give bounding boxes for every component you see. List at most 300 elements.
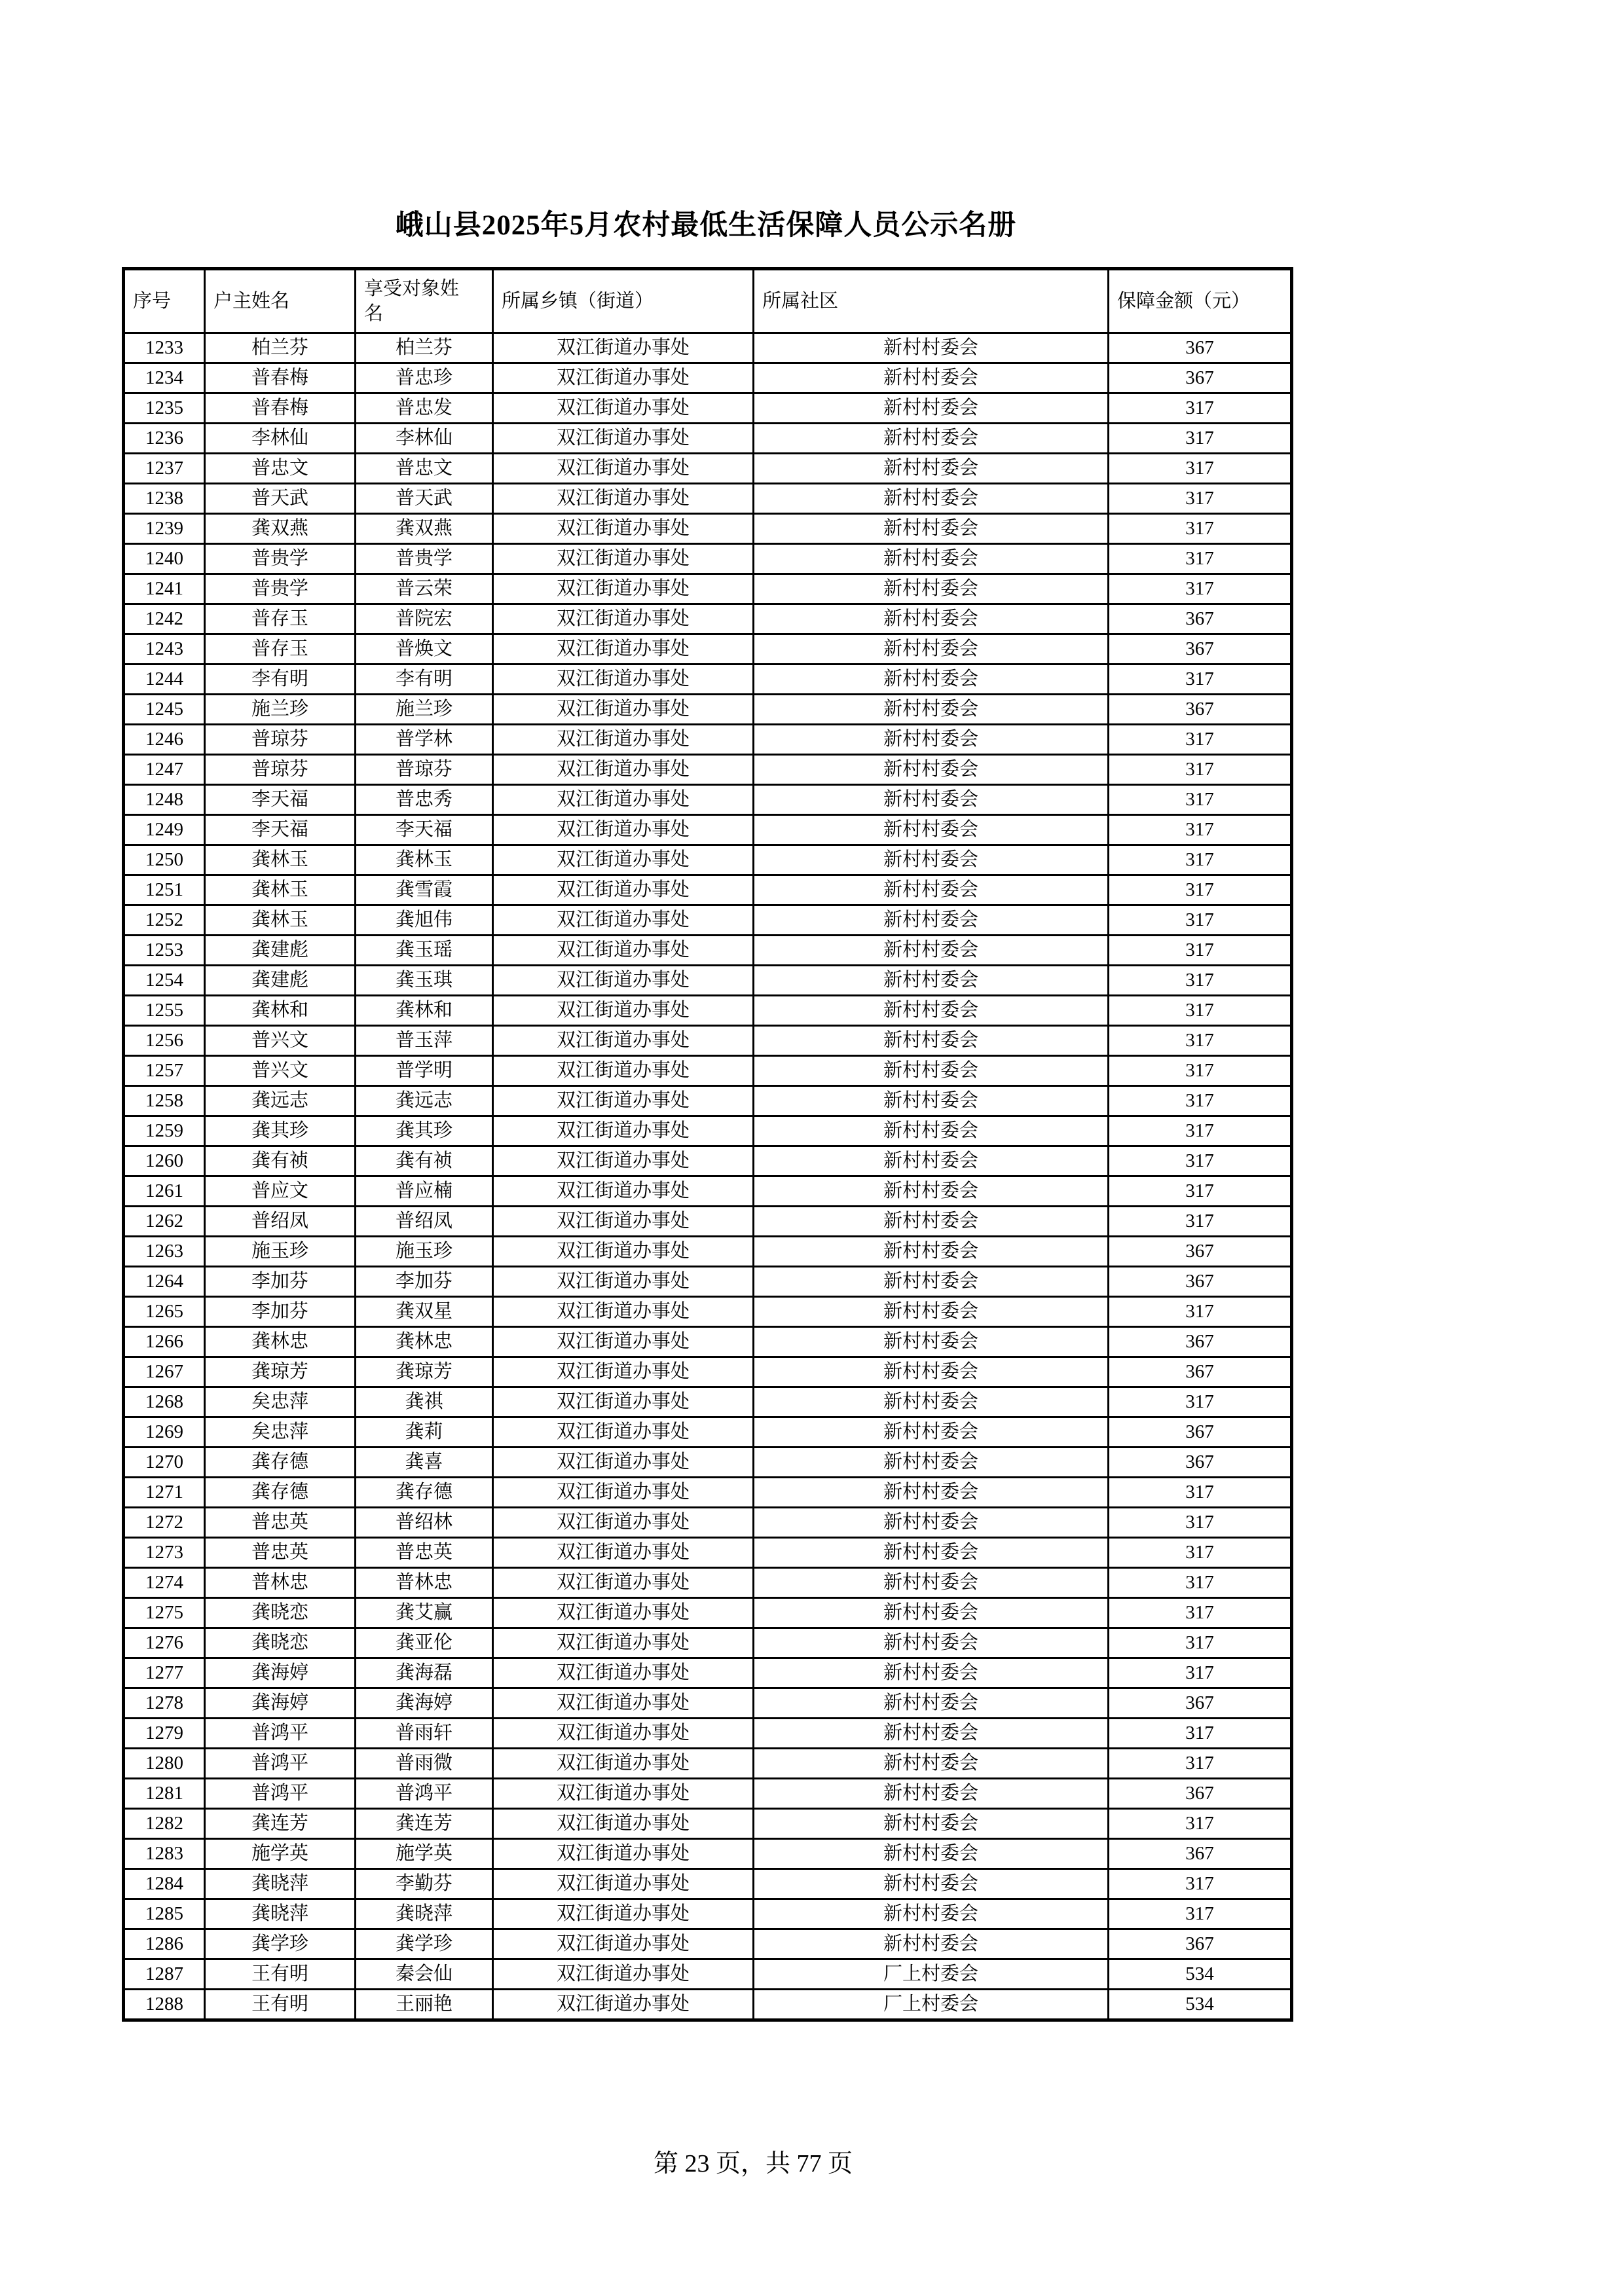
household-head-cell: 龚晓萍 (205, 1899, 356, 1929)
beneficiary-cell: 普雨轩 (356, 1719, 493, 1749)
table-row (124, 1387, 1292, 1417)
amount-cell: 317 (1109, 1538, 1292, 1568)
amount-cell: 317 (1109, 1478, 1292, 1508)
household-head-cell: 龚双燕 (205, 514, 356, 544)
amount-cell: 317 (1109, 725, 1292, 755)
seq-cell: 1286 (124, 1929, 205, 1959)
beneficiary-cell: 普院宏 (356, 604, 493, 634)
household-head-cell: 龚晓萍 (205, 1869, 356, 1899)
table-row (124, 1327, 1292, 1357)
seq-cell: 1240 (124, 544, 205, 574)
household-head-cell: 普应文 (205, 1176, 356, 1207)
township-cell: 双江街道办事处 (493, 936, 754, 966)
amount-cell: 317 (1109, 785, 1292, 815)
seq-cell: 1264 (124, 1267, 205, 1297)
amount-cell: 317 (1109, 454, 1292, 484)
community-cell: 新村村委会 (754, 1899, 1109, 1929)
beneficiary-cell: 龚双星 (356, 1297, 493, 1327)
table-row (124, 1990, 1292, 2020)
household-head-cell: 龚琼芳 (205, 1357, 356, 1387)
township-cell: 双江街道办事处 (493, 1688, 754, 1719)
township-cell: 双江街道办事处 (493, 1056, 754, 1086)
seq-cell: 1245 (124, 695, 205, 725)
community-cell: 新村村委会 (754, 725, 1109, 755)
household-head-cell: 李林仙 (205, 424, 356, 454)
household-head-cell: 普忠文 (205, 454, 356, 484)
amount-cell: 317 (1109, 1297, 1292, 1327)
seq-cell: 1271 (124, 1478, 205, 1508)
community-cell: 新村村委会 (754, 484, 1109, 514)
roster-table (122, 267, 1293, 2022)
township-cell: 双江街道办事处 (493, 905, 754, 936)
amount-cell: 317 (1109, 1387, 1292, 1417)
community-cell: 新村村委会 (754, 1207, 1109, 1237)
community-cell: 新村村委会 (754, 333, 1109, 363)
household-head-cell: 矣忠萍 (205, 1387, 356, 1417)
amount-cell: 367 (1109, 333, 1292, 363)
township-cell: 双江街道办事处 (493, 1026, 754, 1056)
community-cell: 新村村委会 (754, 634, 1109, 665)
table-row (124, 755, 1292, 785)
amount-cell: 367 (1109, 1237, 1292, 1267)
township-cell: 双江街道办事处 (493, 333, 754, 363)
amount-cell: 317 (1109, 905, 1292, 936)
community-cell: 新村村委会 (754, 1839, 1109, 1869)
township-cell: 双江街道办事处 (493, 634, 754, 665)
community-cell: 新村村委会 (754, 1297, 1109, 1327)
household-head-cell: 龚存德 (205, 1448, 356, 1478)
beneficiary-cell: 龚莉 (356, 1417, 493, 1448)
table-row (124, 484, 1292, 514)
township-cell: 双江街道办事处 (493, 1448, 754, 1478)
table-row (124, 996, 1292, 1026)
beneficiary-cell: 普忠秀 (356, 785, 493, 815)
seq-cell: 1253 (124, 936, 205, 966)
seq-cell: 1268 (124, 1387, 205, 1417)
beneficiary-cell: 普天武 (356, 484, 493, 514)
beneficiary-cell: 普焕文 (356, 634, 493, 665)
beneficiary-cell: 龚祺 (356, 1387, 493, 1417)
seq-cell: 1278 (124, 1688, 205, 1719)
beneficiary-cell: 龚远志 (356, 1086, 493, 1116)
table-row (124, 966, 1292, 996)
beneficiary-cell: 龚玉瑶 (356, 936, 493, 966)
table-row (124, 1448, 1292, 1478)
table-row (124, 574, 1292, 604)
beneficiary-cell: 李天福 (356, 815, 493, 845)
community-cell: 新村村委会 (754, 604, 1109, 634)
amount-cell: 317 (1109, 1207, 1292, 1237)
beneficiary-cell: 龚晓萍 (356, 1899, 493, 1929)
table-row (124, 1417, 1292, 1448)
township-cell: 双江街道办事处 (493, 1809, 754, 1839)
amount-cell: 367 (1109, 1688, 1292, 1719)
amount-cell: 367 (1109, 1327, 1292, 1357)
community-cell: 新村村委会 (754, 665, 1109, 695)
amount-cell: 317 (1109, 484, 1292, 514)
household-head-cell: 龚海婷 (205, 1688, 356, 1719)
seq-cell: 1267 (124, 1357, 205, 1387)
township-cell: 双江街道办事处 (493, 1417, 754, 1448)
beneficiary-cell: 龚双燕 (356, 514, 493, 544)
column-header-township (493, 269, 754, 333)
amount-cell: 317 (1109, 1658, 1292, 1688)
household-head-cell: 龚其珍 (205, 1116, 356, 1146)
beneficiary-cell: 普绍林 (356, 1508, 493, 1538)
household-head-cell: 普春梅 (205, 393, 356, 424)
community-cell: 厂上村委会 (754, 1990, 1109, 2020)
beneficiary-cell: 普鸿平 (356, 1779, 493, 1809)
seq-cell: 1258 (124, 1086, 205, 1116)
table-row (124, 1237, 1292, 1267)
community-cell: 新村村委会 (754, 1749, 1109, 1779)
amount-cell: 317 (1109, 1116, 1292, 1146)
household-head-cell: 龚晓恋 (205, 1598, 356, 1628)
seq-cell: 1276 (124, 1628, 205, 1658)
household-head-cell: 龚学珍 (205, 1929, 356, 1959)
beneficiary-cell: 龚林忠 (356, 1327, 493, 1357)
amount-cell: 317 (1109, 1869, 1292, 1899)
community-cell: 新村村委会 (754, 1719, 1109, 1749)
column-header-township-label: 所属乡镇（街道） (502, 291, 654, 312)
community-cell: 新村村委会 (754, 875, 1109, 905)
beneficiary-cell: 龚旭伟 (356, 905, 493, 936)
amount-cell: 317 (1109, 1899, 1292, 1929)
seq-cell: 1284 (124, 1869, 205, 1899)
seq-cell: 1270 (124, 1448, 205, 1478)
township-cell: 双江街道办事处 (493, 725, 754, 755)
beneficiary-cell: 龚海磊 (356, 1658, 493, 1688)
amount-cell: 367 (1109, 1839, 1292, 1869)
household-head-cell: 李有明 (205, 665, 356, 695)
seq-cell: 1234 (124, 363, 205, 393)
household-head-cell: 矣忠萍 (205, 1417, 356, 1448)
township-cell: 双江街道办事处 (493, 1628, 754, 1658)
amount-cell: 534 (1109, 1959, 1292, 1990)
beneficiary-cell: 龚学珍 (356, 1929, 493, 1959)
beneficiary-cell: 施学英 (356, 1839, 493, 1869)
household-head-cell: 龚晓恋 (205, 1628, 356, 1658)
table-row (124, 363, 1292, 393)
table-row (124, 1538, 1292, 1568)
household-head-cell: 普鸿平 (205, 1749, 356, 1779)
household-head-cell: 普忠英 (205, 1508, 356, 1538)
township-cell: 双江街道办事处 (493, 363, 754, 393)
township-cell: 双江街道办事处 (493, 1598, 754, 1628)
amount-cell: 317 (1109, 845, 1292, 875)
beneficiary-cell: 龚雪霞 (356, 875, 493, 905)
seq-cell: 1235 (124, 393, 205, 424)
amount-cell: 367 (1109, 695, 1292, 725)
seq-cell: 1248 (124, 785, 205, 815)
township-cell: 双江街道办事处 (493, 845, 754, 875)
amount-cell: 317 (1109, 544, 1292, 574)
amount-cell: 317 (1109, 1026, 1292, 1056)
column-header-household-head-label: 户主姓名 (213, 291, 290, 312)
seq-cell: 1256 (124, 1026, 205, 1056)
seq-cell: 1236 (124, 424, 205, 454)
community-cell: 新村村委会 (754, 514, 1109, 544)
table-row (124, 1959, 1292, 1990)
township-cell: 双江街道办事处 (493, 544, 754, 574)
township-cell: 双江街道办事处 (493, 1929, 754, 1959)
table-row (124, 424, 1292, 454)
amount-cell: 317 (1109, 393, 1292, 424)
amount-cell: 317 (1109, 755, 1292, 785)
household-head-cell: 普兴文 (205, 1026, 356, 1056)
amount-cell: 317 (1109, 1719, 1292, 1749)
household-head-cell: 普天武 (205, 484, 356, 514)
household-head-cell: 龚林玉 (205, 905, 356, 936)
beneficiary-cell: 普忠英 (356, 1538, 493, 1568)
column-header-beneficiary-label: 享受对象姓名 (364, 278, 460, 324)
table-row (124, 454, 1292, 484)
beneficiary-cell: 普玉萍 (356, 1026, 493, 1056)
township-cell: 双江街道办事处 (493, 1749, 754, 1779)
table-row (124, 1508, 1292, 1538)
township-cell: 双江街道办事处 (493, 514, 754, 544)
amount-cell: 317 (1109, 574, 1292, 604)
table-row (124, 845, 1292, 875)
beneficiary-cell: 李加芬 (356, 1267, 493, 1297)
township-cell: 双江街道办事处 (493, 695, 754, 725)
household-head-cell: 柏兰芬 (205, 333, 356, 363)
household-head-cell: 龚林玉 (205, 845, 356, 875)
amount-cell: 317 (1109, 996, 1292, 1026)
table-row (124, 1357, 1292, 1387)
township-cell: 双江街道办事处 (493, 1899, 754, 1929)
seq-cell: 1283 (124, 1839, 205, 1869)
township-cell: 双江街道办事处 (493, 815, 754, 845)
community-cell: 新村村委会 (754, 845, 1109, 875)
beneficiary-cell: 龚林和 (356, 996, 493, 1026)
community-cell: 新村村委会 (754, 966, 1109, 996)
beneficiary-cell: 李勤芬 (356, 1869, 493, 1899)
beneficiary-cell: 普忠珍 (356, 363, 493, 393)
beneficiary-cell: 龚其珍 (356, 1116, 493, 1146)
community-cell: 新村村委会 (754, 1086, 1109, 1116)
household-head-cell: 龚连芳 (205, 1809, 356, 1839)
township-cell: 双江街道办事处 (493, 1959, 754, 1990)
beneficiary-cell: 龚存德 (356, 1478, 493, 1508)
amount-cell: 317 (1109, 665, 1292, 695)
table-row (124, 1207, 1292, 1237)
table-row (124, 1688, 1292, 1719)
township-cell: 双江街道办事处 (493, 1869, 754, 1899)
table-row (124, 634, 1292, 665)
community-cell: 新村村委会 (754, 544, 1109, 574)
beneficiary-cell: 龚艾赢 (356, 1598, 493, 1628)
beneficiary-cell: 柏兰芬 (356, 333, 493, 363)
seq-cell: 1233 (124, 333, 205, 363)
amount-cell: 317 (1109, 1628, 1292, 1658)
table-row (124, 333, 1292, 363)
seq-cell: 1262 (124, 1207, 205, 1237)
table-row (124, 544, 1292, 574)
community-cell: 新村村委会 (754, 1538, 1109, 1568)
table-row (124, 1116, 1292, 1146)
township-cell: 双江街道办事处 (493, 755, 754, 785)
column-header-amount-label: 保障金额（元） (1117, 291, 1251, 312)
household-head-cell: 普琼芬 (205, 755, 356, 785)
page-footer: 第 23 页，共 77 页 (653, 2150, 853, 2178)
household-head-cell: 龚林忠 (205, 1327, 356, 1357)
seq-cell: 1242 (124, 604, 205, 634)
beneficiary-cell: 王丽艳 (356, 1990, 493, 2020)
amount-cell: 317 (1109, 966, 1292, 996)
table-row (124, 875, 1292, 905)
amount-cell: 317 (1109, 1508, 1292, 1538)
amount-cell: 317 (1109, 1056, 1292, 1086)
community-cell: 新村村委会 (754, 1237, 1109, 1267)
township-cell: 双江街道办事处 (493, 1176, 754, 1207)
seq-cell: 1252 (124, 905, 205, 936)
household-head-cell: 普鸿平 (205, 1719, 356, 1749)
household-head-cell: 普林忠 (205, 1568, 356, 1598)
household-head-cell: 普贵学 (205, 574, 356, 604)
amount-cell: 317 (1109, 424, 1292, 454)
header-row (124, 269, 1292, 333)
community-cell: 新村村委会 (754, 1387, 1109, 1417)
seq-cell: 1260 (124, 1146, 205, 1176)
table-row (124, 1026, 1292, 1056)
table-row (124, 1598, 1292, 1628)
seq-cell: 1275 (124, 1598, 205, 1628)
household-head-cell: 施兰珍 (205, 695, 356, 725)
seq-cell: 1243 (124, 634, 205, 665)
beneficiary-cell: 普绍凤 (356, 1207, 493, 1237)
beneficiary-cell: 普学林 (356, 725, 493, 755)
community-cell: 新村村委会 (754, 574, 1109, 604)
community-cell: 新村村委会 (754, 755, 1109, 785)
township-cell: 双江街道办事处 (493, 424, 754, 454)
amount-cell: 317 (1109, 936, 1292, 966)
table-row (124, 1929, 1292, 1959)
household-head-cell: 李加芬 (205, 1267, 356, 1297)
amount-cell: 317 (1109, 1086, 1292, 1116)
table-row (124, 1176, 1292, 1207)
community-cell: 新村村委会 (754, 1448, 1109, 1478)
column-header-seq-label: 序号 (133, 291, 172, 312)
township-cell: 双江街道办事处 (493, 966, 754, 996)
household-head-cell: 普绍凤 (205, 1207, 356, 1237)
household-head-cell: 施学英 (205, 1839, 356, 1869)
seq-cell: 1259 (124, 1116, 205, 1146)
amount-cell: 367 (1109, 1267, 1292, 1297)
beneficiary-cell: 施兰珍 (356, 695, 493, 725)
township-cell: 双江街道办事处 (493, 1086, 754, 1116)
household-head-cell: 龚有祯 (205, 1146, 356, 1176)
table-row (124, 1719, 1292, 1749)
seq-cell: 1279 (124, 1719, 205, 1749)
seq-cell: 1266 (124, 1327, 205, 1357)
community-cell: 新村村委会 (754, 905, 1109, 936)
community-cell: 新村村委会 (754, 996, 1109, 1026)
beneficiary-cell: 龚有祯 (356, 1146, 493, 1176)
household-head-cell: 普忠英 (205, 1538, 356, 1568)
household-head-cell: 龚建彪 (205, 966, 356, 996)
township-cell: 双江街道办事处 (493, 1207, 754, 1237)
household-head-cell: 王有明 (205, 1990, 356, 2020)
amount-cell: 317 (1109, 1749, 1292, 1779)
seq-cell: 1241 (124, 574, 205, 604)
amount-cell: 317 (1109, 1568, 1292, 1598)
table-row (124, 1809, 1292, 1839)
household-head-cell: 龚海婷 (205, 1658, 356, 1688)
beneficiary-cell: 普云荣 (356, 574, 493, 604)
community-cell: 新村村委会 (754, 1417, 1109, 1448)
table-row (124, 695, 1292, 725)
township-cell: 双江街道办事处 (493, 1267, 754, 1297)
community-cell: 新村村委会 (754, 1267, 1109, 1297)
household-head-cell: 李天福 (205, 785, 356, 815)
seq-cell: 1274 (124, 1568, 205, 1598)
township-cell: 双江街道办事处 (493, 484, 754, 514)
community-cell: 新村村委会 (754, 1568, 1109, 1598)
column-header-household-head (205, 269, 356, 333)
table-row (124, 1267, 1292, 1297)
beneficiary-cell: 龚林玉 (356, 845, 493, 875)
beneficiary-cell: 李林仙 (356, 424, 493, 454)
beneficiary-cell: 普应楠 (356, 1176, 493, 1207)
community-cell: 新村村委会 (754, 424, 1109, 454)
household-head-cell: 龚林玉 (205, 875, 356, 905)
beneficiary-cell: 普林忠 (356, 1568, 493, 1598)
seq-cell: 1282 (124, 1809, 205, 1839)
seq-cell: 1246 (124, 725, 205, 755)
seq-cell: 1280 (124, 1749, 205, 1779)
table-row (124, 1478, 1292, 1508)
table-body (124, 333, 1292, 2020)
community-cell: 新村村委会 (754, 1056, 1109, 1086)
column-header-beneficiary (356, 269, 493, 333)
household-head-cell: 施玉珍 (205, 1237, 356, 1267)
seq-cell: 1261 (124, 1176, 205, 1207)
seq-cell: 1237 (124, 454, 205, 484)
seq-cell: 1273 (124, 1538, 205, 1568)
household-head-cell: 李天福 (205, 815, 356, 845)
amount-cell: 534 (1109, 1990, 1292, 2020)
community-cell: 新村村委会 (754, 936, 1109, 966)
community-cell: 新村村委会 (754, 1688, 1109, 1719)
seq-cell: 1254 (124, 966, 205, 996)
beneficiary-cell: 普琼芬 (356, 755, 493, 785)
amount-cell: 317 (1109, 1146, 1292, 1176)
township-cell: 双江街道办事处 (493, 1327, 754, 1357)
seq-cell: 1263 (124, 1237, 205, 1267)
township-cell: 双江街道办事处 (493, 454, 754, 484)
township-cell: 双江街道办事处 (493, 1779, 754, 1809)
household-head-cell: 龚建彪 (205, 936, 356, 966)
table-row (124, 1297, 1292, 1327)
table-row (124, 1146, 1292, 1176)
seq-cell: 1265 (124, 1297, 205, 1327)
amount-cell: 367 (1109, 1779, 1292, 1809)
table-row (124, 815, 1292, 845)
amount-cell: 367 (1109, 1448, 1292, 1478)
seq-cell: 1239 (124, 514, 205, 544)
table-row (124, 936, 1292, 966)
seq-cell: 1251 (124, 875, 205, 905)
township-cell: 双江街道办事处 (493, 875, 754, 905)
amount-cell: 317 (1109, 1598, 1292, 1628)
seq-cell: 1277 (124, 1658, 205, 1688)
seq-cell: 1285 (124, 1899, 205, 1929)
township-cell: 双江街道办事处 (493, 1237, 754, 1267)
community-cell: 新村村委会 (754, 1176, 1109, 1207)
beneficiary-cell: 普忠文 (356, 454, 493, 484)
table-row (124, 665, 1292, 695)
